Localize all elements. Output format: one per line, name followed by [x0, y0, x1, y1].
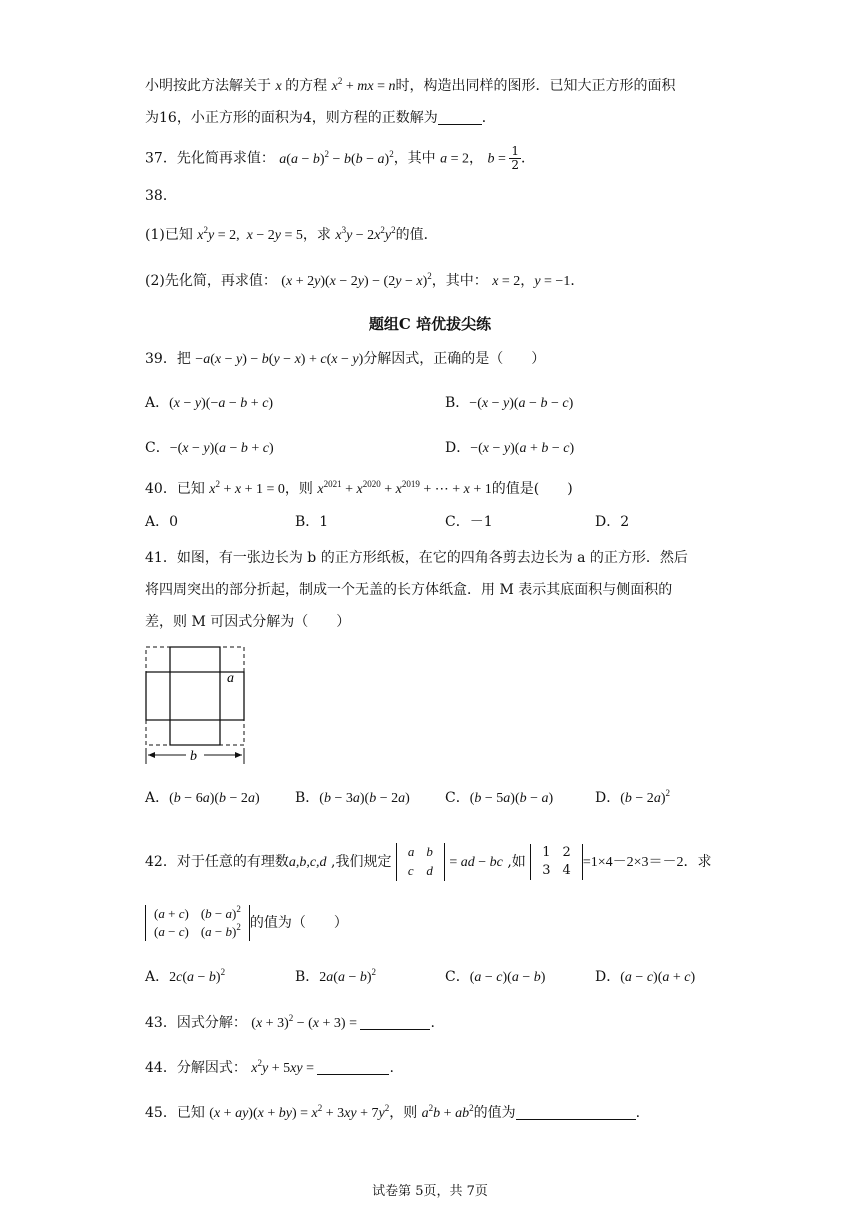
intro-line-2: 为16，小正方形的面积为4，则方程的正数解为 ． [145, 110, 496, 126]
fraction-one-half: $\frac{1}{2}$ [511, 144, 520, 172]
option-c[interactable]: C．(b − 5a)(b − a) [445, 790, 554, 806]
question-41-line-3: 差，则 M 可因式分解为（ ） [145, 614, 351, 630]
option-b[interactable]: B．$2a(a - b)^2$ [295, 967, 377, 985]
option-d[interactable]: D．$(b - 2a)^2$ [595, 788, 670, 806]
answer-blank[interactable] [317, 1060, 389, 1075]
answer-blank [438, 110, 482, 125]
label-a: a [227, 671, 234, 686]
arrow-left-icon [148, 752, 155, 758]
box-net-outline [146, 647, 244, 745]
question-39: 39．把 −a(x − y) − b(y − x) + c(x − y)分解因式，正确的是（ ） [145, 351, 546, 367]
dashed-outer-square [146, 647, 244, 745]
box-base-square [170, 672, 220, 720]
option-b[interactable]: B．1 [295, 514, 329, 530]
question-38-part-2: (2)先化简，再求值： $(x + 2y)(x - 2y) - (2y - x)^2$，其中： x = 2，y = −1． [145, 271, 585, 289]
question-37: 37．先化简再求值： $a(a - b)^2 - b(b - a)^2$，其中 a = 2， b = $\frac{1}{2}$ ． [145, 144, 536, 172]
question-42-line-2: (a + c) $(b - a)^2$ (a − c) $(a - b)^2$ 的值为（ ） [145, 905, 348, 941]
option-a[interactable]: A．$2c(a - b)^2$ [145, 967, 226, 985]
question-41-line-1: 41．如图，有一张边长为 b 的正方形纸板，在它的四角各剪去边长为 a 的正方形．然后 [145, 550, 688, 566]
question-38-part-1: (1)已知 $x^2y = 2$, x − 2y = 5，求 $x^3y - 2x^2y^2$的值． [145, 225, 438, 243]
label-b: b [190, 749, 197, 764]
determinant-expression: (a + c) $(b - a)^2$ (a − c) $(a - b)^2$ [145, 905, 250, 941]
option-b[interactable]: B．(b − 3a)(b − 2a) [295, 790, 410, 806]
intro-text: 小明按此方法解关于 [145, 78, 271, 94]
question-38-number: 38． [145, 188, 177, 204]
box-net-figure [140, 642, 252, 768]
option-d[interactable]: D．−(x − y)(a + b − c) [445, 440, 575, 456]
intro-line-1: 小明按此方法解关于 x 的方程 $x^2$ + mx = n时，构造出同样的图形．已知大正方形的面积 [145, 76, 676, 94]
question-41-line-2: 将四周突出的部分折起，制成一个无盖的长方体纸盒．用 M 表示其底面积与侧面积的 [145, 582, 673, 598]
question-44: 44．分解因式： $x^2y + 5xy$ = . [145, 1058, 394, 1076]
intro-text: 时，构造出同样的图形．已知大正方形的面积 [395, 78, 676, 94]
option-c[interactable]: C．－1 [445, 514, 493, 530]
question-42: 42．对于任意的有理数a,b,c,d ,我们规定 a b c d = ad − bc ,如 1 2 3 4 =1×4－2×3＝－2．求 [145, 843, 712, 881]
intro-text: 为16，小正方形的面积为4，则方程的正数解为 [145, 110, 438, 126]
determinant-example: 1 2 3 4 [530, 844, 583, 880]
option-b[interactable]: B．−(x − y)(a − b − c) [445, 395, 574, 411]
option-d[interactable]: D．2 [595, 514, 630, 530]
option-a[interactable]: A．(b − 6a)(b − 2a) [145, 790, 260, 806]
option-c[interactable]: C．−(x − y)(a − b + c) [145, 440, 274, 456]
determinant-definition: a b c d [396, 843, 445, 881]
intro-text: 的方程 [285, 78, 328, 94]
option-d[interactable]: D．(a − c)(a + c) [595, 969, 696, 985]
option-a[interactable]: A．(x − y)(−a − b + c) [145, 395, 274, 411]
arrow-right-icon [235, 752, 242, 758]
page-footer: 试卷第 5页，共 7页 [372, 1184, 488, 1199]
section-heading: 题组C 培优拔尖练 [368, 315, 492, 333]
question-number: 37． [145, 150, 177, 167]
option-c[interactable]: C．(a − c)(a − b) [445, 969, 546, 985]
answer-blank[interactable] [360, 1015, 430, 1030]
answer-blank[interactable] [516, 1105, 636, 1120]
question-text: 先化简再求值： [176, 150, 275, 167]
question-45: 45．已知 $(x + ay)(x + by) = x^2 + 3xy + 7y^2$，则 $a^2b + ab^2$的值为 . [145, 1103, 641, 1121]
option-a[interactable]: A．0 [145, 514, 179, 530]
question-43: 43．因式分解： $(x + 3)^2 - (x + 3)$ = . [145, 1013, 435, 1031]
question-40: 40．已知 $x^2 + x + 1 = 0$，则 $x^{2021} + x^{2020} + x^{2019}$ + ⋯ + x + 1的值是( ) [145, 479, 573, 497]
